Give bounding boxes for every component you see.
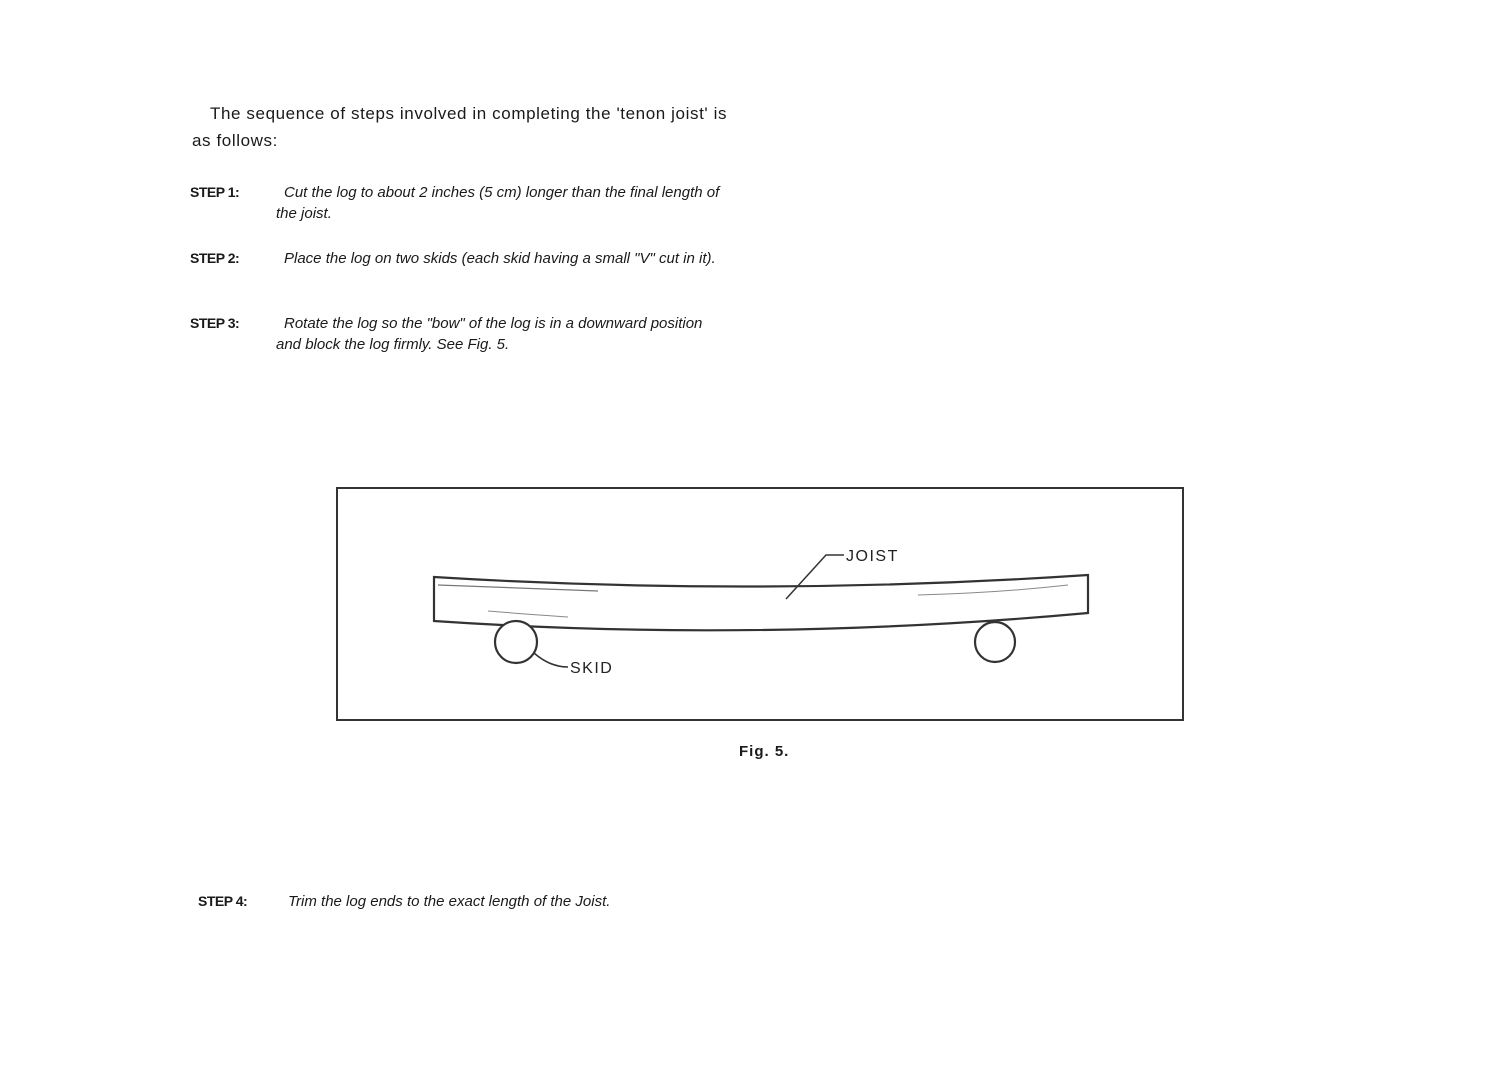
step-4-label: STEP 4: (198, 893, 248, 909)
step-4 (198, 891, 738, 912)
step-2-label: STEP 2: (190, 250, 240, 266)
joist-on-skids-drawing (338, 489, 1186, 723)
step-2-text: Place the log on two skids (each skid having a small "V" cut in it). (284, 250, 716, 267)
step-4-text: Trim the log ends to the exact length of the Joist. (288, 893, 611, 910)
step-1-label: STEP 1: (190, 184, 240, 200)
skid-label: SKID (570, 660, 614, 677)
skid-leader-line (534, 653, 568, 667)
step-3-label: STEP 3: (190, 315, 240, 331)
intro-paragraph: The sequence of steps involved in completing the 'tenon joist' is as follows: (192, 104, 728, 150)
left-skid (495, 621, 537, 663)
figure-5-frame (336, 487, 1184, 721)
step-1-text: Cut the log to about 2 inches (5 cm) longer than the final length of the joist. (276, 184, 720, 222)
right-skid (975, 622, 1015, 662)
figure-caption: Fig. 5. (739, 743, 790, 760)
step-1 (190, 182, 730, 224)
joist-label: JOIST (846, 548, 899, 565)
step-2 (190, 248, 730, 269)
step-3 (190, 313, 730, 355)
step-3-text: Rotate the log so the "bow" of the log is in a downward position and block the log firmly. See Fig. 5. (276, 315, 703, 353)
